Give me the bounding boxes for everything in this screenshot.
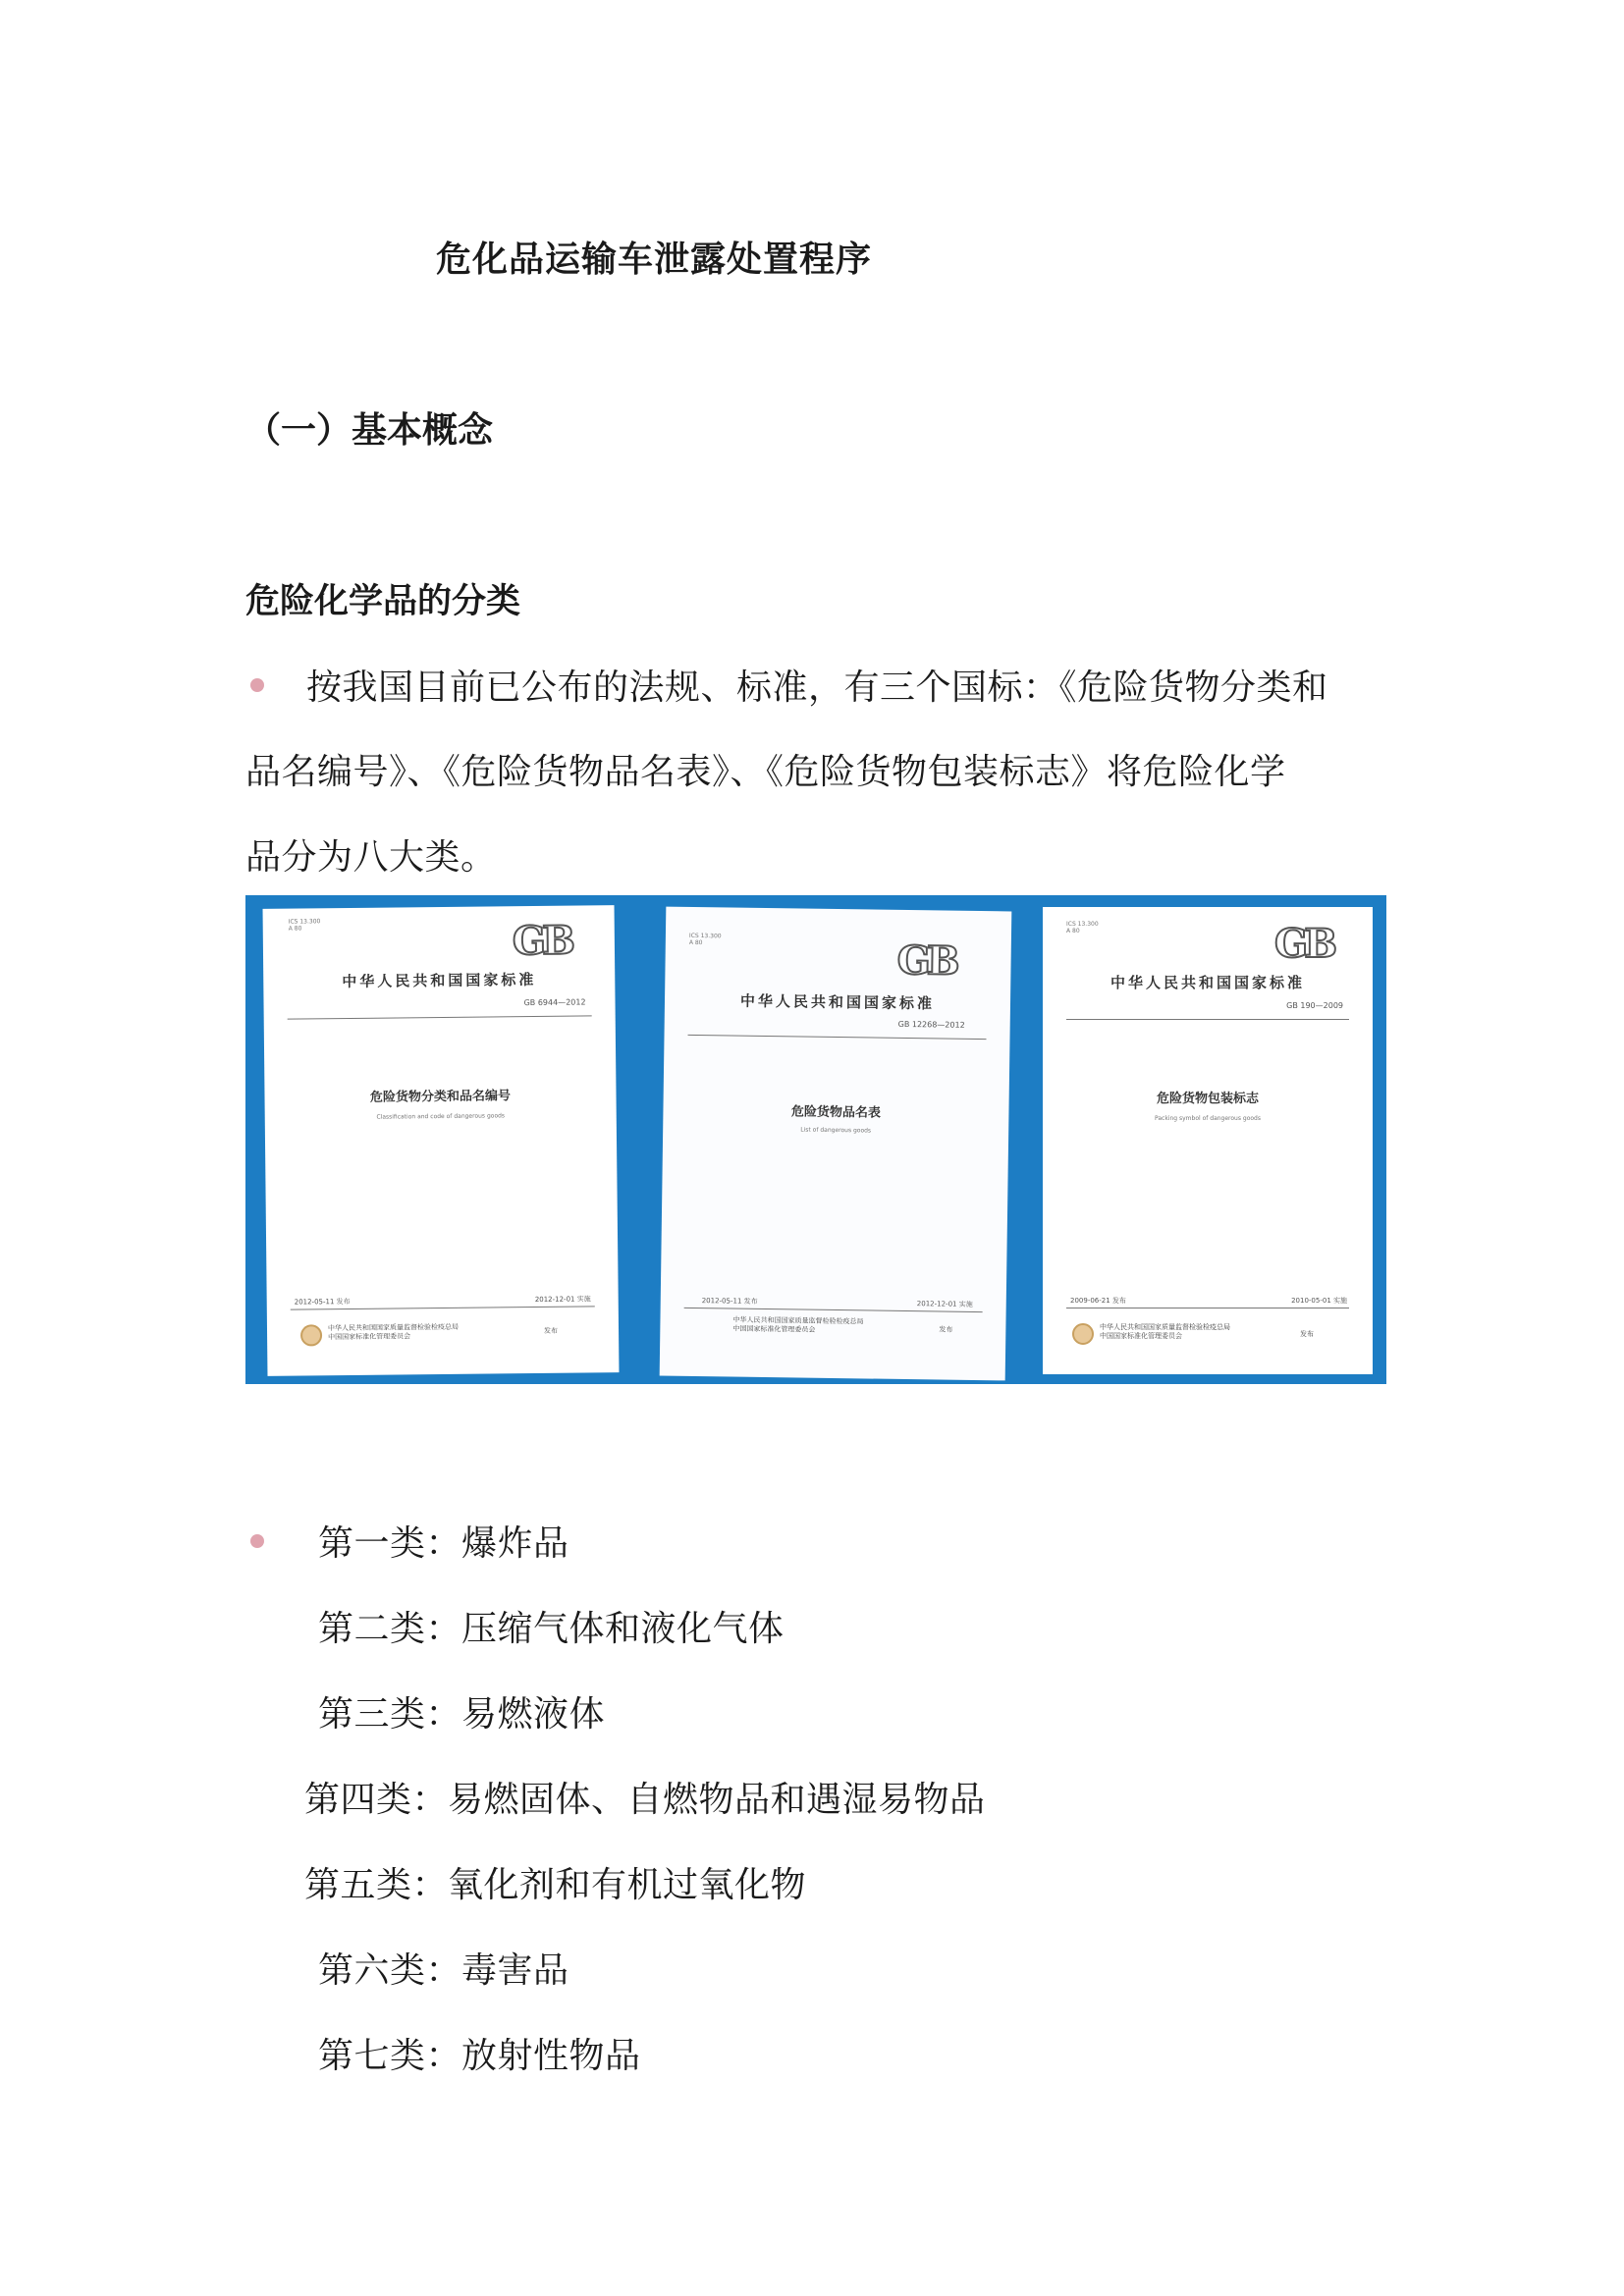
standard-header: 中华人民共和国国家标准	[739, 991, 936, 1013]
issuer: 中华人民共和国国家质量监督检验检疫总局 中国国家标准化管理委员会	[327, 1322, 460, 1342]
gb-logo: GB	[1274, 921, 1333, 967]
standard-code: GB 6944—2012	[523, 997, 586, 1008]
gb-logo: GB	[896, 936, 956, 985]
implementation-date: 2010-05-01 实施	[1291, 1297, 1347, 1305]
standard-name-en: List of dangerous goods	[800, 1126, 872, 1135]
emblem-icon	[300, 1324, 322, 1346]
issuer: 中华人民共和国国家质量监督检验检疫总局 中国国家标准化管理委员会	[1100, 1323, 1230, 1340]
standard-code: GB 190—2009	[1286, 1001, 1343, 1010]
subheading: 危险化学品的分类	[245, 582, 521, 621]
gb-logo: GB	[512, 917, 572, 965]
standard-name-cn: 危险货物品名表	[790, 1104, 882, 1121]
intro-line-1: 按我国目前已公布的法规、标准，有三个国标：《危险货物分类和	[306, 667, 1328, 708]
intro-line-2: 品名编号》、《危险货物品名表》、《危险货物包装标志》将危险化学	[245, 752, 1286, 792]
standard-cover-3: ICS 13.300 A 80 GB 中华人民共和国国家标准 GB 190—2009 危险货物包装标志 Packing symbol of dangerous goods 2009-06-21 发布 2010-05-01 实施 中华人民共和国国家质量监督检验检疫总局 中国国家标准化管理委员会 发布	[1043, 907, 1373, 1374]
standard-name-en: Packing symbol of dangerous goods	[1155, 1115, 1261, 1122]
category-2: 第二类：压缩气体和液化气体	[318, 1609, 785, 1649]
standard-name-cn: 危险货物包装标志	[1156, 1092, 1259, 1106]
category-5: 第五类：氧化剂和有机过氧化物	[304, 1865, 807, 1905]
bullet-intro	[250, 678, 264, 692]
emblem-icon	[1072, 1323, 1094, 1345]
divider	[288, 1015, 592, 1019]
category-3: 第三类：易燃液体	[318, 1694, 606, 1735]
category-4: 第四类：易燃固体、自燃物品和遇湿易物品	[304, 1780, 986, 1820]
issuer: 中华人民共和国国家质量监督检验检疫总局 中国国家标准化管理委员会	[732, 1315, 864, 1334]
issue-date: 2009-06-21 发布	[1070, 1297, 1126, 1305]
standard-cover-2: ICS 13.300 A 80 GB 中华人民共和国国家标准 GB 12268—2012 危险货物品名表 List of dangerous goods 2012-05-11 发布 2012-12-01 实施 中华人民共和国国家质量监督检验检疫总局 中国国家标准化管理委员会 发布	[660, 907, 1012, 1381]
standard-cover-1: ICS 13.300 A 80 GB 中华人民共和国国家标准 GB 6944—2012 危险货物分类和品名编号 Classification and code of dangerous goods 2012-05-11 发布 2012-12-01 实施 中华人民共和国国家质量监督检验检疫总局 中国国家标准化管理委员会 发布	[263, 905, 620, 1376]
category-6: 第六类：毒害品	[318, 1950, 569, 1991]
page-title: 危化品运输车泄露处置程序	[436, 240, 873, 280]
issue-date: 2012-05-11 发布	[701, 1297, 758, 1306]
standard-name-en: Classification and code of dangerous goods	[376, 1112, 506, 1121]
category-7: 第七类：放射性物品	[318, 2036, 641, 2076]
standard-header: 中华人民共和国国家标准	[1110, 974, 1305, 991]
standard-header: 中华人民共和国国家标准	[342, 970, 537, 991]
divider	[1066, 1019, 1349, 1020]
standards-photo	[245, 895, 1386, 1384]
implementation-date: 2012-12-01 实施	[916, 1300, 973, 1308]
issue-date: 2012-05-11 发布	[294, 1297, 351, 1307]
issued-label: 发布	[1300, 1330, 1314, 1338]
implementation-date: 2012-12-01 实施	[534, 1295, 591, 1305]
divider	[688, 1035, 987, 1040]
section-heading: （一）基本概念	[245, 410, 494, 451]
intro-line-3: 品分为八大类。	[245, 837, 497, 878]
bullet-categories	[250, 1534, 264, 1548]
issued-label: 发布	[939, 1325, 953, 1334]
issued-label: 发布	[543, 1326, 559, 1335]
standard-code: GB 12268—2012	[897, 1019, 965, 1030]
category-1: 第一类：爆炸品	[318, 1523, 569, 1564]
standard-name-cn: 危险货物分类和品名编号	[369, 1089, 512, 1105]
